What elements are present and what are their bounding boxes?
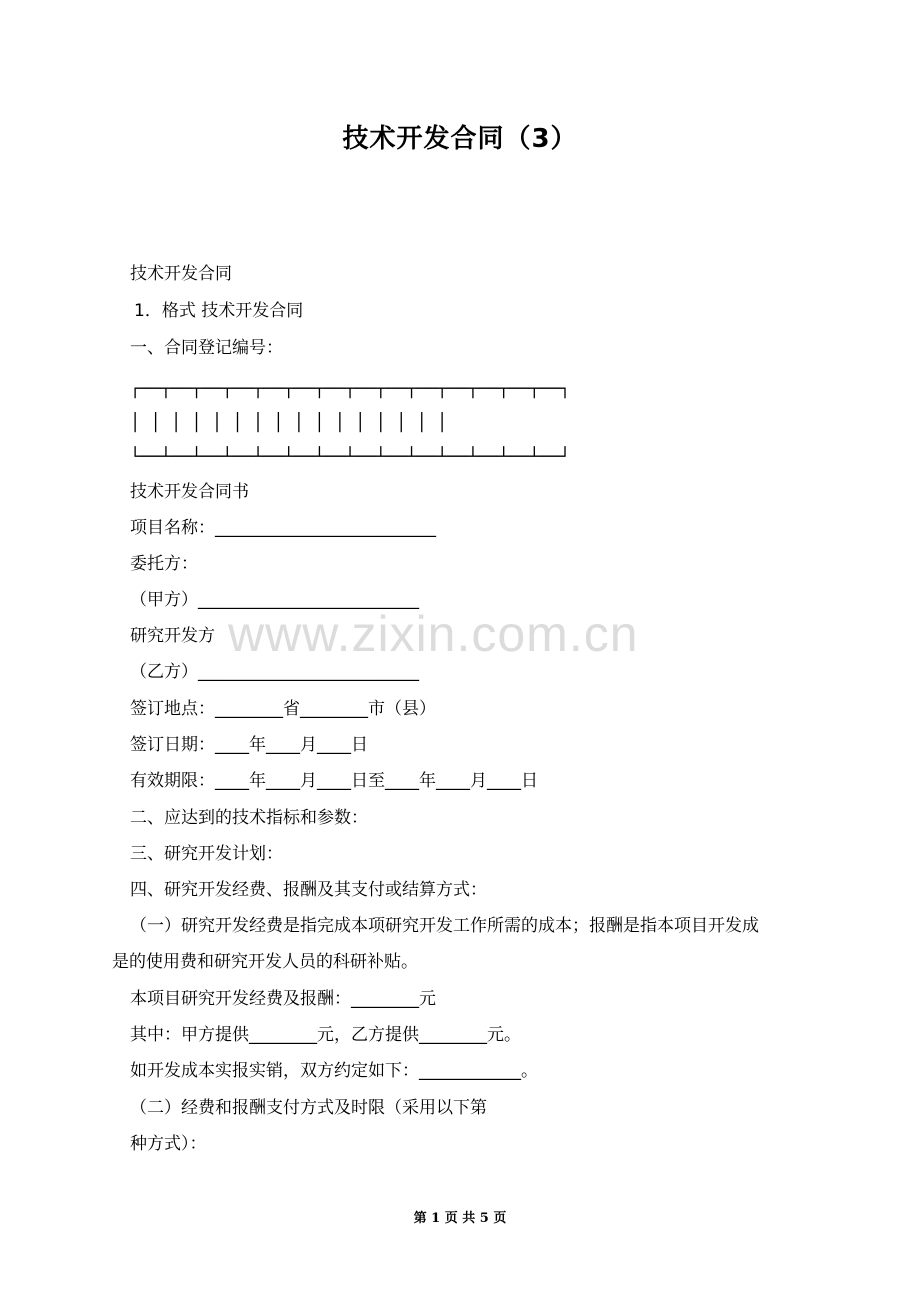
registration-number-grid xyxy=(130,372,570,474)
grid-bottom-border: └──┴──┴──┴──┴──┴──┴──┴──┴──┴──┴──┴──┴──┴──┘ xyxy=(130,447,571,467)
section-3-heading: 三、研究开发计划： xyxy=(130,844,283,864)
sign-date-field: 签订日期：____年____月____日 xyxy=(130,735,368,755)
project-name-field: 项目名称：__________________________ xyxy=(130,518,436,538)
document-title: 技术开发合同（3） xyxy=(342,124,578,154)
sign-place-field: 签订地点：________省________市（县） xyxy=(130,699,436,719)
intro-line-2: 1．格式 技术开发合同 xyxy=(134,301,304,321)
section-4-2-text-line-2: 种方式）： xyxy=(130,1134,207,1154)
watermark: www.zixin.com.cn xyxy=(228,606,639,662)
page-footer: 第 1 页 共 5 页 xyxy=(413,1211,507,1226)
valid-period-field: 有效期限：____年____月____日至____年____月____日 xyxy=(130,771,538,791)
section-4-heading: 四、研究开发经费、报酬及其支付或结算方式： xyxy=(130,880,487,900)
section-2-heading: 二、应达到的技术指标和参数： xyxy=(130,808,368,828)
grid-cells: │ │ │ │ │ │ │ │ │ │ │ │ │ │ │ │ xyxy=(130,413,448,433)
intro-line-1: 技术开发合同 xyxy=(130,264,232,284)
fee-split-field: 其中：甲方提供________元，乙方提供________元。 xyxy=(130,1025,521,1045)
section-4-1-text-line-1: （一）研究开发经费是指完成本项研究开发工作所需的成本；报酬是指本项目开发成 xyxy=(130,916,759,936)
client-label: 委托方： xyxy=(130,554,198,574)
registration-number-label: 一、合同登记编号： xyxy=(130,338,283,358)
section-4-1-text-line-2: 是的使用费和研究开发人员的科研补贴。 xyxy=(112,952,418,972)
party-b-field: （乙方）__________________________ xyxy=(130,662,419,682)
grid-top-border: ┌──┬──┬──┬──┬──┬──┬──┬──┬──┬──┬──┬──┬──┬──┐ xyxy=(130,379,571,399)
party-a-field: （甲方）__________________________ xyxy=(130,590,419,610)
fee-actual-field: 如开发成本实报实销，双方约定如下：____________。 xyxy=(130,1061,538,1081)
developer-label: 研究开发方 xyxy=(130,626,215,646)
section-4-2-text-line-1: （二）经费和报酬支付方式及时限（采用以下第 xyxy=(130,1098,487,1118)
fee-total-field: 本项目研究开发经费及报酬：________元 xyxy=(130,989,436,1009)
contract-book-heading: 技术开发合同书 xyxy=(130,482,249,502)
